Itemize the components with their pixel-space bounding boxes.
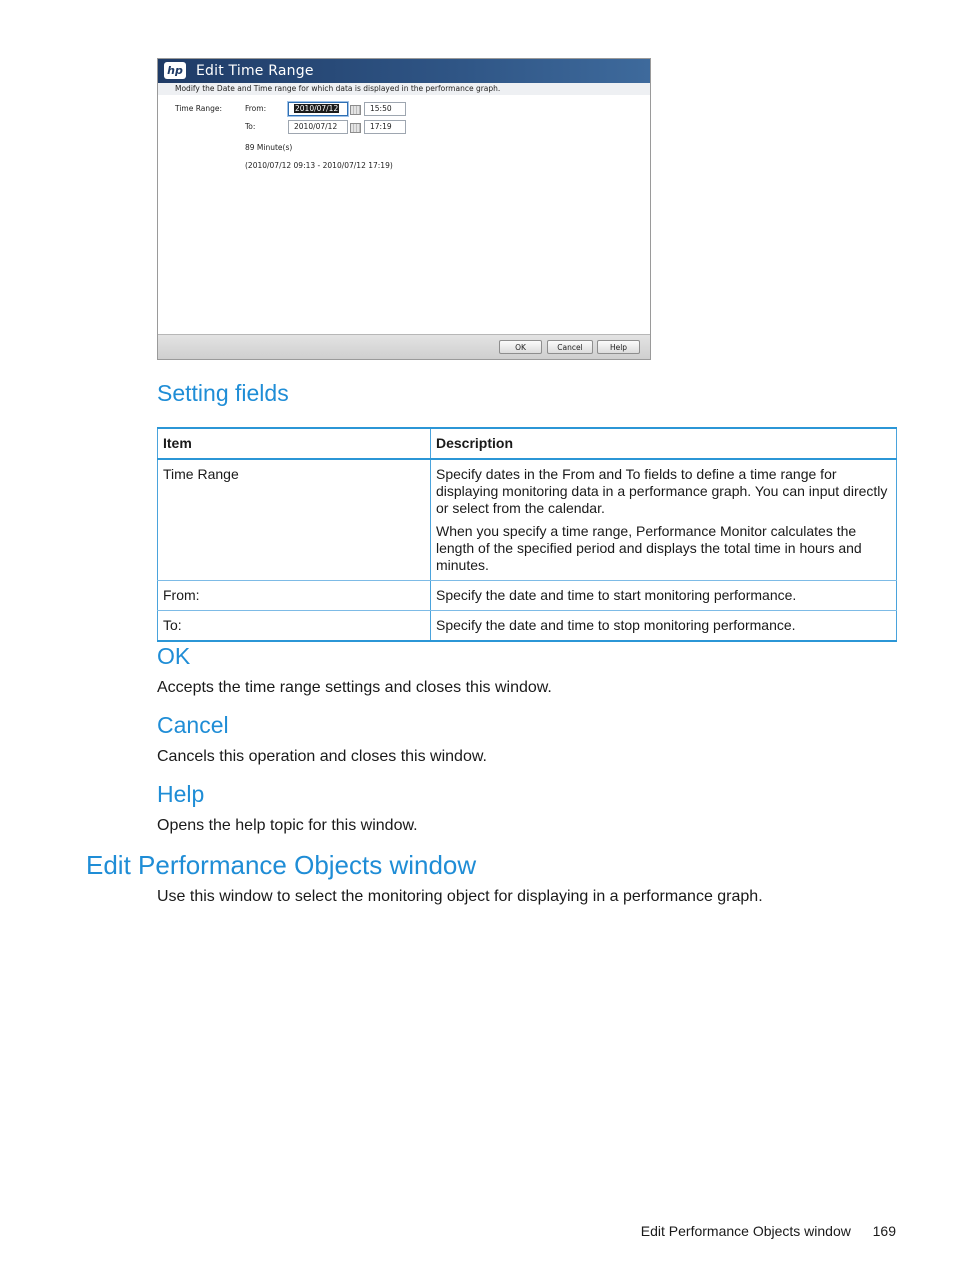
to-label: To: bbox=[245, 122, 256, 131]
table-row bbox=[158, 611, 897, 642]
page-footer bbox=[641, 1223, 896, 1239]
row-description: Specify the date and time to start monitoring performance. bbox=[431, 581, 897, 611]
row-description bbox=[431, 459, 897, 581]
to-time-input[interactable]: 17:19 bbox=[364, 120, 406, 134]
to-calendar-icon[interactable] bbox=[350, 123, 361, 133]
ok-heading: OK bbox=[157, 643, 191, 669]
cancel-description: Cancels this operation and closes this window. bbox=[157, 748, 487, 765]
dialog-cancel-button[interactable]: Cancel bbox=[547, 340, 593, 354]
table-header-row bbox=[158, 428, 897, 459]
description-paragraph: Specify dates in the From and To fields to define a time range for displaying monitoring data in a performance graph. You can input directly or select from the calendar. bbox=[436, 466, 888, 516]
help-heading: Help bbox=[157, 781, 205, 807]
footer-title: Edit Performance Objects window bbox=[640, 1223, 851, 1239]
from-time-input[interactable]: 15:50 bbox=[364, 102, 406, 116]
setting-fields-heading: Setting fields bbox=[157, 380, 289, 406]
from-label: From: bbox=[245, 104, 267, 113]
table-row bbox=[158, 581, 897, 611]
page-number: 169 bbox=[872, 1223, 896, 1239]
range-summary-text: (2010/07/12 09:13 - 2010/07/12 17:19) bbox=[245, 161, 393, 170]
edit-objects-description: Use this window to select the monitoring object for displaying in a performance graph. bbox=[157, 888, 763, 905]
dialog-footer bbox=[158, 334, 650, 359]
row-item: To: bbox=[158, 611, 431, 642]
ok-description: Accepts the time range settings and closes this window. bbox=[157, 679, 552, 696]
hp-logo: hp bbox=[164, 62, 186, 79]
edit-objects-heading: Edit Performance Objects window bbox=[86, 850, 477, 880]
row-item: Time Range bbox=[158, 459, 431, 581]
description-paragraph: When you specify a time range, Performance Monitor calculates the length of the specified period and displays the total time in hours and minutes. bbox=[436, 523, 862, 573]
column-header-item: Item bbox=[158, 428, 431, 459]
dialog-help-button[interactable]: Help bbox=[597, 340, 640, 354]
from-date-value: 2010/07/12 bbox=[295, 104, 339, 113]
dialog-ok-button[interactable]: OK bbox=[499, 340, 542, 354]
to-date-input[interactable]: 2010/07/12 bbox=[288, 120, 348, 134]
row-item: From: bbox=[158, 581, 431, 611]
column-header-description: Description bbox=[431, 428, 897, 459]
help-description: Opens the help topic for this window. bbox=[157, 817, 418, 834]
from-date-input[interactable] bbox=[288, 102, 348, 116]
table-row bbox=[158, 459, 897, 581]
from-calendar-icon[interactable] bbox=[350, 105, 361, 115]
dialog-description: Modify the Date and Time range for which data is displayed in the performance graph. bbox=[158, 83, 650, 95]
dialog-title-bar bbox=[158, 59, 650, 83]
duration-text: 89 Minute(s) bbox=[245, 143, 293, 152]
cancel-heading: Cancel bbox=[157, 712, 229, 738]
dialog-title: Edit Time Range bbox=[196, 63, 314, 79]
setting-fields-table bbox=[157, 427, 897, 642]
row-description: Specify the date and time to stop monitoring performance. bbox=[431, 611, 897, 642]
edit-time-range-dialog-screenshot bbox=[157, 58, 651, 360]
time-range-label: Time Range: bbox=[175, 104, 223, 113]
